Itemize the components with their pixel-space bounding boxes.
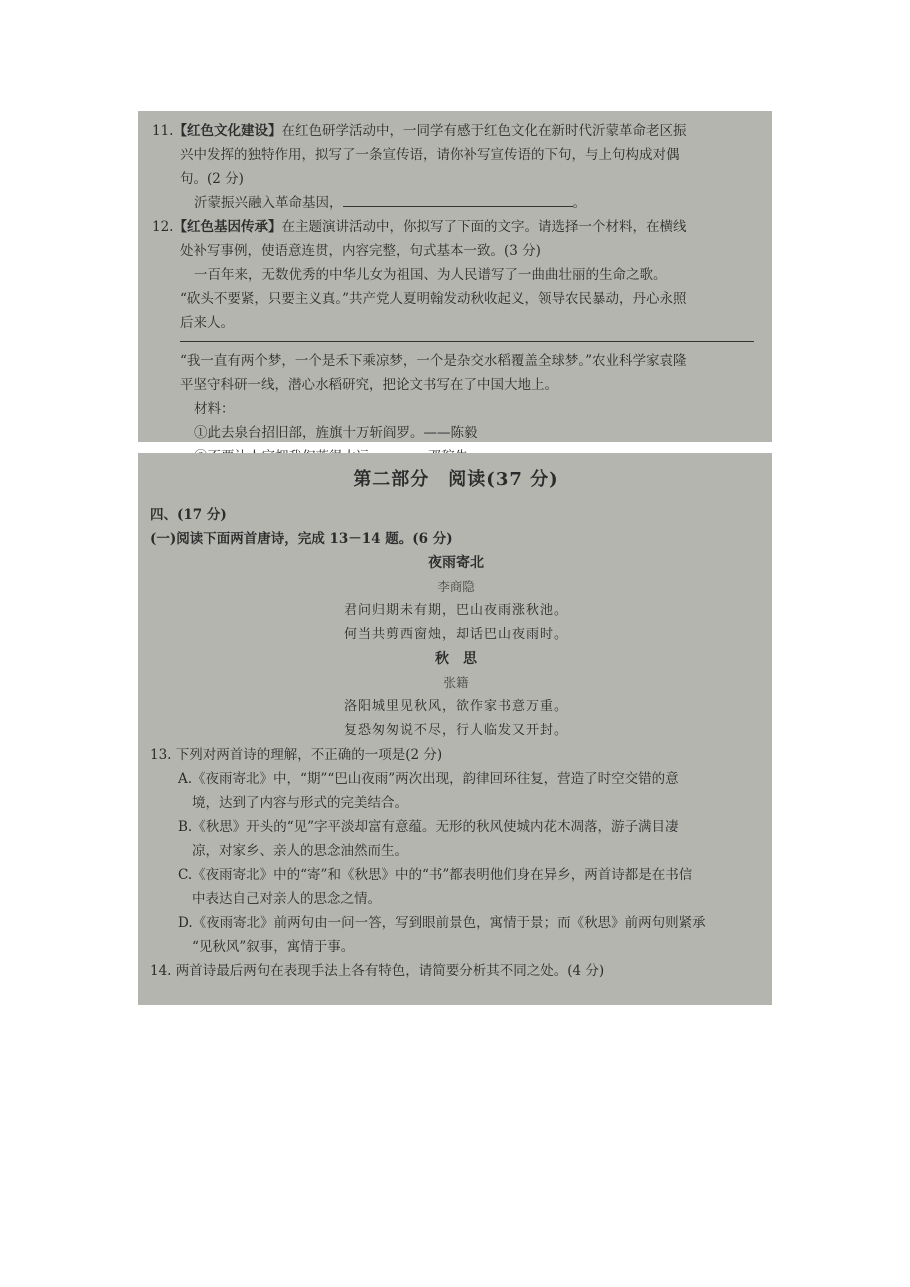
reading-instruction: (一)阅读下面两首唐诗，完成 13－14 题。(6 分) [150,531,453,547]
q12-materials-label: 材料： [194,401,235,417]
q13-option-b-1: B.《秋思》开头的“见”字平淡却富有意蕴。无形的秋风使城内花木凋落，游子满目凄 [178,819,679,835]
q12-passage-3: 后来人。 [180,315,234,331]
poem2-line-1: 洛阳城里见秋风，欲作家书意万重。 [343,699,568,714]
exam-photo-top [138,111,772,442]
q13-option-a-2: 境，达到了内容与形式的完美结合。 [192,795,408,811]
q12-passage-4: “我一直有两个梦，一个是禾下乘凉梦，一个是杂交水稻覆盖全球梦。”农业科学家袁隆 [180,353,687,369]
q12-tag: 【红色基因传承】 [173,219,282,235]
poem1-title: 夜雨寄北 [428,555,484,571]
poem2-author: 张籍 [443,675,469,690]
q11-line-1 [152,119,762,143]
q11-given-line: 沂蒙振兴融入革命基因， [194,195,343,211]
q11-text-3: 句。(2 分) [180,171,244,187]
part-title: 第二部分 阅读(37 分) [353,469,559,490]
q12-passage-1: 一百年来，无数优秀的中华儿女为祖国、为人民谱写了一曲曲壮丽的生命之歌。 [194,267,667,283]
q12-text-1: 在主题演讲活动中，你拟写了下面的文字。请选择一个材料，在横线 [281,219,687,235]
q13-option-c-1: C.《夜雨寄北》中的“寄”和《秋思》中的“书”都表明他们身在异乡，两首诗都是在书信 [178,867,693,883]
q12-number: 12. [152,219,174,235]
exam-photo-bottom [138,453,772,1005]
q11-text-2: 兴中发挥的独特作用，拟写了一条宣传语，请你补写宣传语的下句，与上句构成对偶 [180,147,680,163]
q13-stem: 13. 下列对两首诗的理解，不正确的一项是(2 分) [150,747,443,763]
poem2-line-2: 复恐匆匆说不尽，行人临发又开封。 [343,723,568,738]
poem1-line-1: 君问归期未有期，巴山夜雨涨秋池。 [343,603,568,618]
q14-stem: 14. 两首诗最后两句在表现手法上各有特色，请简要分析其不同之处。(4 分) [150,963,605,979]
poem2-title: 秋 思 [435,651,477,667]
q11-number: 11. [152,123,174,139]
poem1-line-2: 何当共剪西窗烛，却话巴山夜雨时。 [343,627,568,642]
q13-option-b-2: 凉，对家乡、亲人的思念油然而生。 [192,843,408,859]
q13-option-c-2: 中表达自己对亲人的思念之情。 [192,891,381,907]
q11-end-mark: 。 [572,195,586,211]
q12-answer-blank-row [152,335,762,349]
q12-answer-blank[interactable] [180,335,754,342]
q11-text-1: 在红色研学活动中，一同学有感于红色文化在新时代沂蒙革命老区振 [281,123,687,139]
q12-material-1: ①此去泉台招旧部，旌旗十万斩阎罗。——陈毅 [194,425,478,441]
q12-passage-5: 平坚守科研一线，潜心水稻研究，把论文书写在了中国大地上。 [180,377,558,393]
q11-answer-line [152,191,762,215]
q12-passage-2: “砍头不要紧，只要主义真。”共产党人夏明翰发动秋收起义，领导农民暴动，丹心永照 [180,291,687,307]
poem1-author: 李商隐 [437,579,475,594]
q11-answer-blank[interactable] [343,206,573,207]
q12-text-2: 处补写事例，使语意连贯，内容完整，句式基本一致。(3 分) [180,243,541,259]
q11-tag: 【红色文化建设】 [173,123,282,139]
q13-option-a-1: A.《夜雨寄北》中，“期”“巴山夜雨”两次出现，韵律回环往复，营造了时空交错的意 [178,771,679,787]
sub-heading: 四、(17 分) [150,507,227,523]
q13-option-d-2: “见秋风”叙事，寓情于事。 [192,939,355,955]
q13-option-d-1: D.《夜雨寄北》前两句由一问一答，写到眼前景色，寓情于景；而《秋思》前两句则紧承 [178,915,706,931]
q12-line-1 [152,215,762,239]
